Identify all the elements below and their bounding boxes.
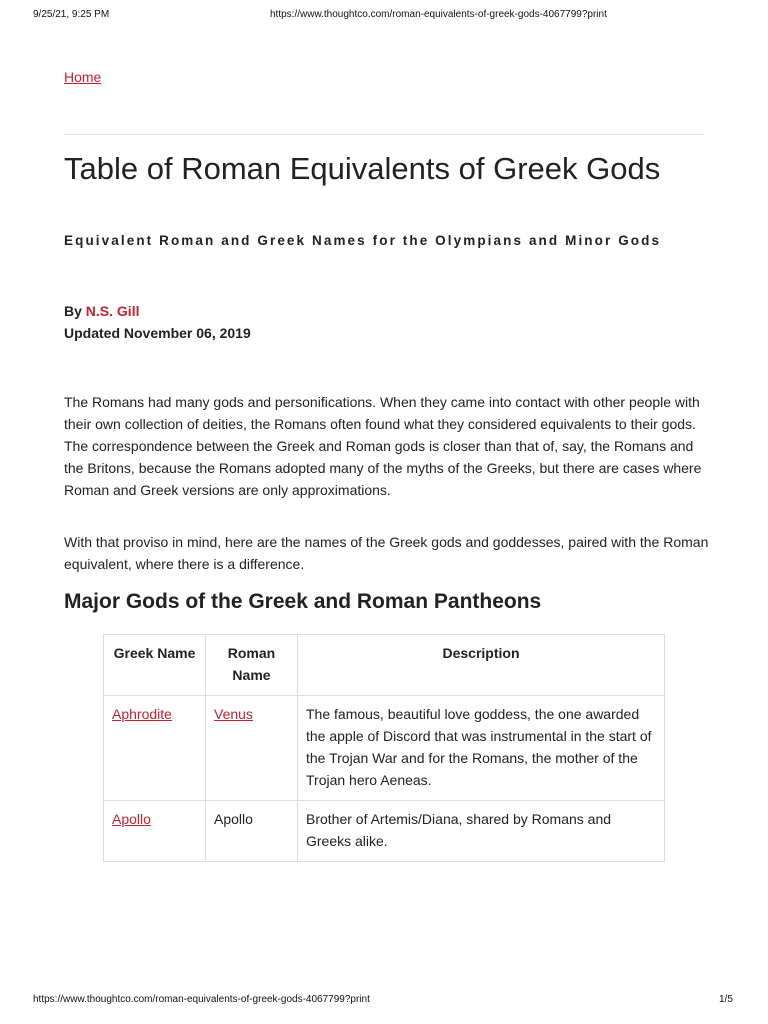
home-link[interactable]: Home (64, 69, 102, 85)
author-link[interactable]: N.S. Gill (85, 303, 140, 319)
byline (64, 303, 139, 319)
description-cell: The famous, beautiful love goddess, the one awarded the apple of Discord that was instrumental in the start of the Trojan War and for the Romans, the mother of the Trojan hero Aeneas. (298, 696, 665, 801)
greek-name-cell (104, 696, 206, 801)
intro-paragraph: The Romans had many gods and personifications. When they came into contact with other people with their own collection of deities, the Romans often found what they considered equivalents to their gods. The correspondence between the Greek and Roman gods is closer than that of, say, the Romans and the Britons, because the Romans adopted many of the myths of the Greeks, but there are cases where Roman and Greek versions are only approximations. (64, 394, 702, 498)
header-description: Description (298, 635, 665, 696)
header-roman-name: Roman Name (206, 635, 298, 696)
greek-name-link[interactable]: Aphrodite (112, 706, 172, 722)
print-header-url: https://www.thoughtco.com/roman-equivalents-of-greek-gods-4067799?print (270, 9, 607, 20)
roman-name-cell: Apollo (206, 801, 298, 862)
table-row (104, 696, 665, 801)
section-heading: Major Gods of the Greek and Roman Pantheons (64, 590, 542, 613)
page-title: Table of Roman Equivalents of Greek Gods (64, 151, 661, 186)
roman-name-link[interactable]: Venus (214, 706, 253, 722)
byline-label: By (64, 303, 82, 319)
updated-date: Updated November 06, 2019 (64, 325, 251, 341)
roman-name-cell (206, 696, 298, 801)
proviso-paragraph: With that proviso in mind, here are the names of the Greek gods and goddesses, paired with the Roman equivalent, where there is a difference. (64, 534, 709, 572)
description-cell: Brother of Artemis/Diana, shared by Romans and Greeks alike. (298, 801, 665, 862)
print-footer-url: https://www.thoughtco.com/roman-equivalents-of-greek-gods-4067799?print (33, 994, 370, 1005)
greek-name-cell (104, 801, 206, 862)
greek-name-link[interactable]: Apollo (112, 811, 151, 827)
divider (64, 134, 705, 135)
gods-table (103, 634, 665, 862)
page-subtitle: Equivalent Roman and Greek Names for the Olympians and Minor Gods (64, 233, 662, 248)
page-number: 1/5 (719, 994, 733, 1005)
table-row (104, 801, 665, 862)
print-datetime: 9/25/21, 9:25 PM (33, 9, 110, 20)
header-greek-name: Greek Name (104, 635, 206, 696)
table-header-row (104, 635, 665, 696)
